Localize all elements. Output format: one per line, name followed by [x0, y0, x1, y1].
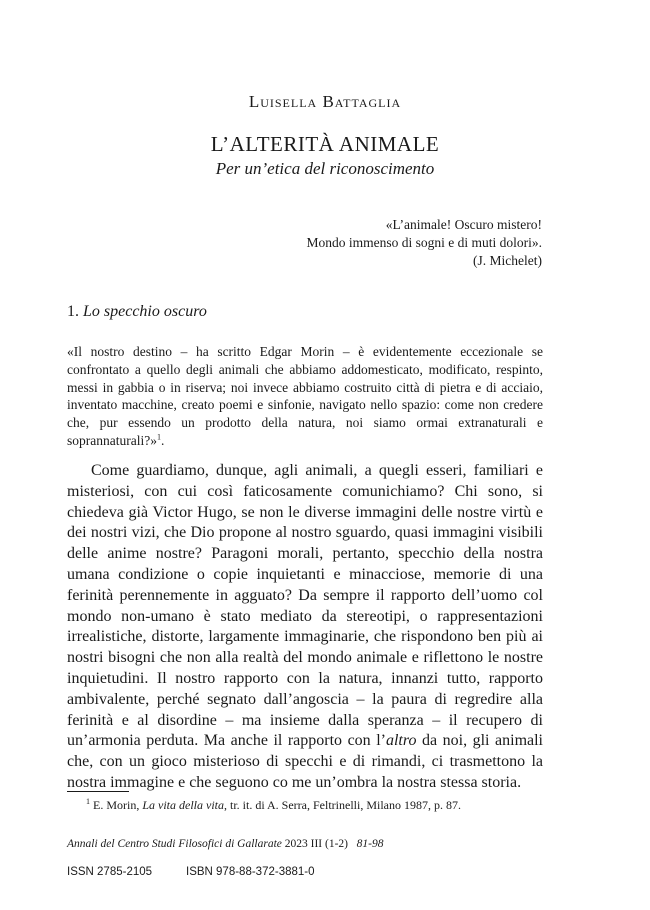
epigraph [307, 216, 543, 270]
section-title: Lo specchio oscuro [83, 303, 207, 320]
body-paragraph-italic: altro [385, 732, 417, 750]
journal-reference [67, 838, 383, 850]
body-paragraph [67, 461, 543, 794]
footnote-text-before: E. Morin, [93, 798, 143, 812]
epigraph-line-2: Mondo immenso di sogni e di muti dolori». [306, 235, 542, 250]
footnote-book-title: La vita della vita [142, 798, 224, 812]
body-paragraph-part-2: da noi, gli animali che, con un gioco misterioso di specchi e di rimandi, ci trasmettono la nostra immagine e che seguono co me un’ombra la nostra stessa storia. [67, 732, 544, 791]
footnote-divider [67, 791, 129, 792]
block-quote-text: «Il nostro destino – ha scritto Edgar Morin – è evidentemente eccezionale se confrontato a quello degli animali che abbiamo addomesticato, modificato, respinto, messi in gabbia o in riserva; noi invece abbiamo costruito città di pietra e di acciaio, inventato macchine, creato poemi e sinfonie, navigato nello spazio: come non credere che, pur essendo un prodotto della natura, noi siamo ormai extranaturali e soprannaturali?» [67, 344, 543, 448]
journal-volume: 2023 III (1-2) [284, 838, 348, 850]
epigraph-line-1: «L’animale! Oscuro mistero! [385, 217, 542, 232]
section-heading [67, 303, 207, 321]
footnote [86, 798, 461, 813]
block-quote: «Il nostro destino – ha scritto Edgar Morin – è evidentemente eccezionale se confrontato a quello degli animali che abbiamo addomesticato, modificato, respinto, messi in gabbia o in riserva; noi invece abbiamo costruito città di pietra e di acciaio, inventato macchine, creato poemi e sinfonie, navigato nello spazio: come non credere che, pur essendo un prodotto della natura, noi siamo ormai extranaturali e soprannaturali?»$^1$. [67, 344, 543, 448]
section-number: 1. [67, 303, 79, 320]
isbn-number: ISBN 978-88-372-3881-0 [186, 866, 315, 878]
body-paragraph-part-1: Come guardiamo, dunque, agli animali, a quegli esseri, familiari e misteriosi, con cui così faticosamente comunichiamo? Chi sono, si chiedeva già Victor Hugo, se non le diverse immagini delle nostre virtù e dei nostri vizi, che Dio propone al nostro sguardo, quasi immagini visibili delle anime nostre? Paragoni morali, pertanto, specchio della nostra umana condizione o copie inquietanti e minacciose, memorie di una ferinità perennemente in agguato? Da sempre il rapporto dell’uomo col mondo non-umano è stato mediato da stereotipi, o rappresentazioni irrealistiche, distorte, largamente immaginarie, che rispondono ben più ai nostri bisogni che non alla realtà del mondo animale e riflettono le nostre inquietudini. Il nostro rapporto con la natura, innanzi tutto, rapporto ambivalente, perché segnato dall’angoscia – la paura di regredire alla ferinità e al disordine – ma insieme dalla speranza – il recupero di un’armonia perduta. Ma anche il rapporto con l’ [67, 462, 543, 750]
article-title: L’ALTERITÀ ANIMALE [210, 132, 440, 156]
body-text [67, 461, 543, 794]
footnote-text-after: , tr. it. di A. Serra, Feltrinelli, Milano 1987, p. 87. [224, 798, 461, 812]
epigraph-attribution: (J. Michelet) [473, 253, 542, 268]
issn-number: ISSN 2785-2105 [67, 866, 153, 878]
footnote-reference[interactable]: 1 [156, 432, 161, 442]
journal-name: Annali del Centro Studi Filosofici di Gallarate [67, 838, 282, 850]
article-subtitle: Per un’etica del riconoscimento [215, 159, 435, 178]
author-name-text: Luisella Battaglia [248, 92, 402, 111]
footnote-number: 1 [86, 797, 90, 806]
author-name [0, 92, 650, 112]
journal-pages: 81-98 [356, 838, 384, 850]
